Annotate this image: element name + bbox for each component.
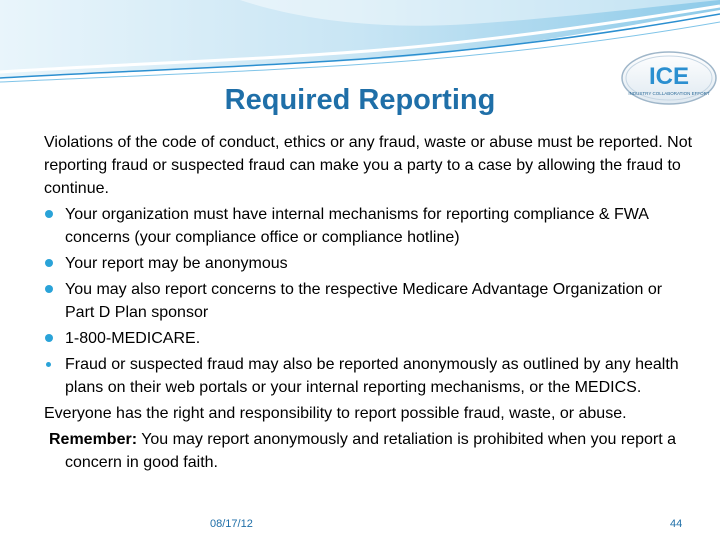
- bullet-dot-icon: [46, 362, 51, 367]
- slide-body: [44, 131, 694, 474]
- bullet-dot-icon: [45, 259, 53, 267]
- bullet-item: [44, 327, 694, 350]
- bullet-item: [44, 203, 694, 249]
- bullet-text: Your report may be anonymous: [65, 255, 288, 272]
- bullet-item: [44, 353, 694, 399]
- intro-paragraph: Violations of the code of conduct, ethics or any fraud, waste or abuse must be reported. Not reporting fraud or suspected fraud can make you a party to a case by allowing the fraud to continue.: [44, 134, 693, 197]
- header-wave-decoration: [0, 0, 720, 90]
- logo-tagline: INDUSTRY COLLABORATION EFFORT: [628, 91, 710, 96]
- remember-text: You may report anonymously and retaliation is prohibited when you report a concern in good faith.: [65, 431, 677, 471]
- slide-title: Required Reporting: [224, 84, 496, 116]
- bullet-dot-icon: [45, 285, 53, 293]
- bullet-text: Fraud or suspected fraud may also be reported anonymously as outlined by any health plans on their web portals or your internal reporting mechanisms, or the MEDICS.: [65, 356, 679, 396]
- bullet-dot-icon: [45, 334, 53, 342]
- logo-mark: ICE: [648, 63, 690, 90]
- bullet-text: Your organization must have internal mechanisms for reporting compliance & FWA concerns (your compliance office or compliance hotline): [65, 206, 649, 246]
- bullet-dot-icon: [45, 210, 53, 218]
- page-number: 44: [670, 518, 683, 530]
- remember-label: Remember:: [49, 431, 138, 448]
- bullet-text: You may also report concerns to the respective Medicare Advantage Organization or Part D Plan sponsor: [65, 281, 663, 321]
- bullet-item: [44, 278, 694, 324]
- remember-paragraph: [44, 428, 694, 474]
- footer-date: 08/17/12: [210, 518, 253, 530]
- bullet-text: 1-800-MEDICARE.: [65, 330, 201, 347]
- everyone-paragraph: Everyone has the right and responsibility to report possible fraud, waste, or abuse.: [44, 405, 627, 422]
- bullet-list: [44, 203, 694, 399]
- bullet-item: [44, 252, 694, 275]
